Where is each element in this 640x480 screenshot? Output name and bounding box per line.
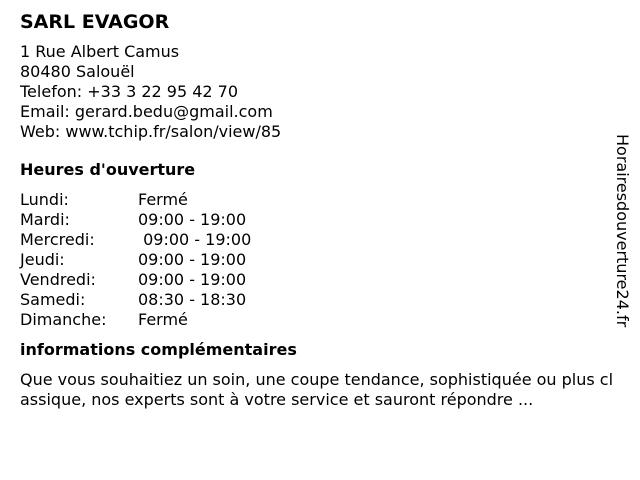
hours-time: Fermé (138, 190, 188, 209)
web-line: Web: www.tchip.fr/salon/view/85 (20, 122, 282, 141)
hours-time: 08:30 - 18:30 (138, 290, 247, 309)
phone-line: Telefon: +33 3 22 95 42 70 (20, 82, 239, 101)
hours-day: Samedi: (20, 290, 86, 309)
hours-day: Mercredi: (20, 230, 95, 249)
hours-row-thursday (20, 250, 620, 270)
hours-day: Dimanche: (20, 310, 107, 329)
business-card (20, 10, 620, 410)
hours-time: Fermé (138, 310, 188, 329)
hours-day: Lundi: (20, 190, 69, 209)
hours-day: Vendredi: (20, 270, 96, 289)
site-watermark: Horairesdouverture24.fr (613, 134, 632, 328)
address-line-1: 1 Rue Albert Camus (20, 42, 180, 61)
hours-time: 09:00 - 19:00 (138, 230, 252, 249)
business-name: SARL EVAGOR (20, 11, 170, 33)
opening-hours-table (20, 190, 620, 330)
hours-row-friday (20, 270, 620, 290)
hours-time: 09:00 - 19:00 (138, 270, 247, 289)
hours-row-saturday (20, 290, 620, 310)
hours-row-sunday (20, 310, 620, 330)
hours-time: 09:00 - 19:00 (138, 210, 247, 229)
hours-day: Jeudi: (20, 250, 65, 269)
hours-row-wednesday (20, 230, 620, 250)
address-line-2: 80480 Salouël (20, 62, 135, 81)
email-line: Email: gerard.bedu@gmail.com (20, 102, 273, 121)
additional-info-heading: informations complémentaires (20, 340, 297, 359)
hours-row-monday (20, 190, 620, 210)
hours-time: 09:00 - 19:00 (138, 250, 247, 269)
additional-info-text: Que vous souhaitiez un soin, une coupe tendance, sophistiquée ou plus classique, nos experts sont à votre service et sauront répondre ... (20, 370, 614, 409)
opening-hours-heading: Heures d'ouverture (20, 160, 196, 179)
hours-day: Mardi: (20, 210, 70, 229)
hours-row-tuesday (20, 210, 620, 230)
